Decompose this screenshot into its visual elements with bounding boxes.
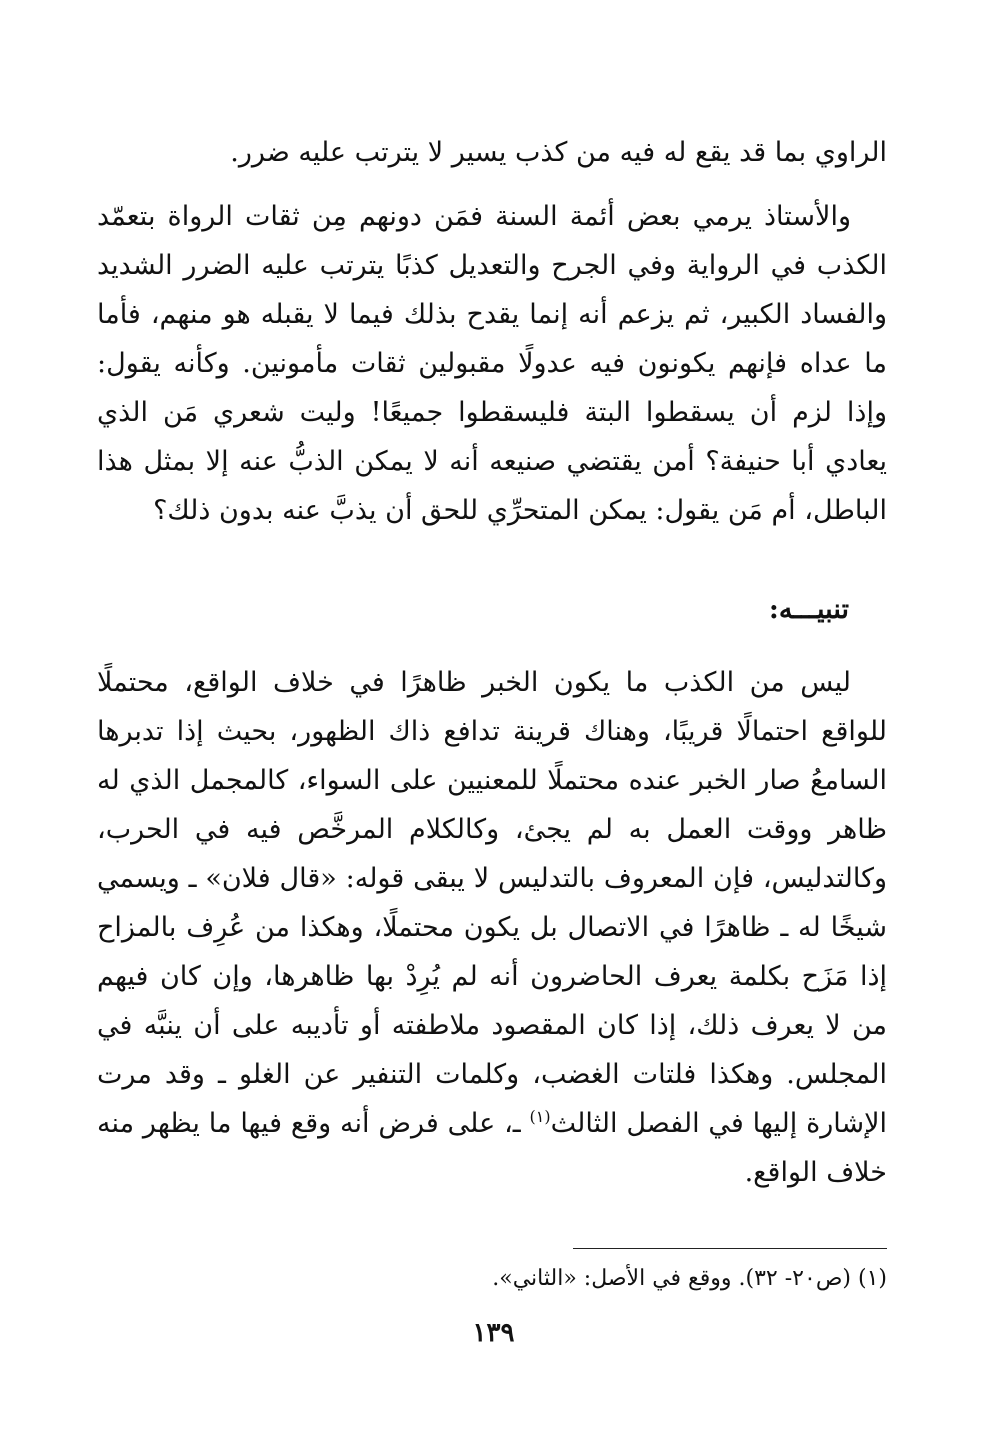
continuation-line: الراوي بما قد يقع له فيه من كذب يسير لا يترتب عليه ضرر. xyxy=(230,137,887,168)
paragraph-text-part-2: ـ، على فرض أنه وقع فيها ما يظهر منه خلاف الواقع. xyxy=(97,1108,887,1188)
footnote-reference: (١) xyxy=(529,1107,551,1126)
footnote-divider xyxy=(573,1248,887,1249)
note-heading: تنبيـــه: xyxy=(768,594,849,625)
body-text-continuation xyxy=(97,128,887,177)
page-number: ١٣٩ xyxy=(472,1318,515,1348)
body-paragraph-2 xyxy=(97,658,887,1197)
paragraph-text-part-1: ليس من الكذب ما يكون الخبر ظاهرًا في خلاف الواقع، محتملًا للواقع احتمالًا قريبًا، وهناك قرينة تدافع ذاك الظهور، بحيث إذا تدبرها السامعُ صار الخبر عنده محتملًا للمعنيين على السواء، كالمجمل الذي له ظاهر ووقت العمل به لم يجئ، وكالكلام المرخَّص فيه في الحرب، وكالتدليس، فإن المعروف بالتدليس لا يبقى قوله: «قال فلان» ـ ويسمي شيخًا له ـ ظاهرًا في الاتصال بل يكون محتملًا، وهكذا من عُرِف بالمزاح إذا مَزَح بكلمة يعرف الحاضرون أنه لم يُرِدْ بها ظاهرها، وإن كان فيهم من لا يعرف ذلك، إذا كان المقصود ملاطفته أو تأديبه على أن ينبَّه في المجلس. وهكذا فلتات الغضب، وكلمات التنفير عن الغلو ـ وقد مرت الإشارة إليها في الفصل الثالث xyxy=(97,667,888,1139)
footnote: (١) (ص٢٠- ٣٢). ووقع في الأصل: «الثاني». xyxy=(492,1266,887,1291)
paragraph-text xyxy=(97,658,887,1197)
paragraph-text: والأستاذ يرمي بعض أئمة السنة فمَن دونهم مِن ثقات الرواة بتعمّد الكذب في الرواية وفي الجرح والتعديل كذبًا يترتب عليه الضرر الشديد والفساد الكبير، ثم يزعم أنه إنما يقدح بذلك فيما لا يقبله هو منهم، فأما ما عداه فإنهم يكونون فيه عدولًا مقبولين ثقات مأمونين. وكأنه يقول: وإذا لزم أن يسقطوا البتة فليسقطوا جميعًا! وليت شعري مَن الذي يعادي أبا حنيفة؟ أمن يقتضي صنيعه أنه لا يمكن الذبُّ عنه إلا بمثل هذا الباطل، أم مَن يقول: يمكن المتحرِّي للحق أن يذبَّ عنه بدون ذلك؟ xyxy=(97,201,887,526)
body-paragraph-1 xyxy=(97,192,887,535)
